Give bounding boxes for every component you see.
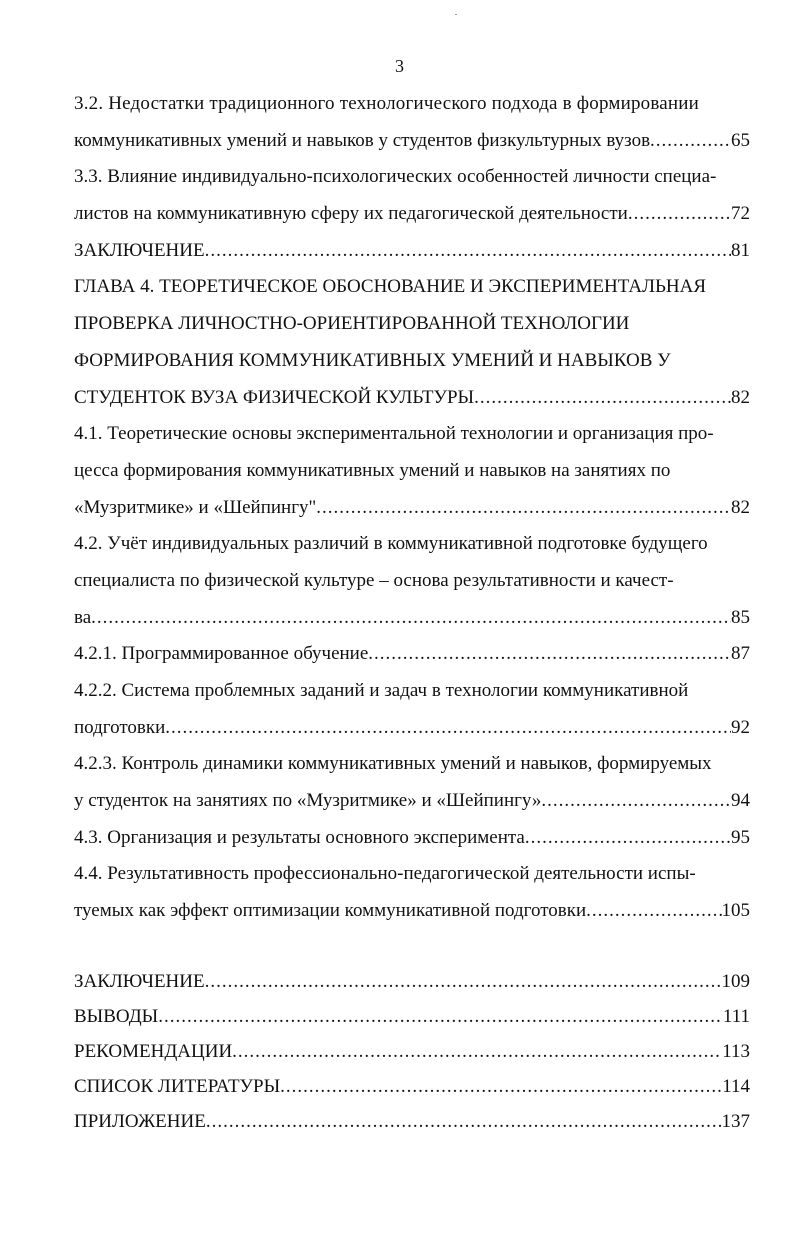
toc-page-number: 92 [731,716,750,738]
toc-line [74,600,750,637]
toc-line [74,380,750,417]
toc-line-text: 4.2.2. Система проблемных заданий и задач в технологии коммуникативной [74,680,689,701]
toc-line-text: ГЛАВА 4. ТЕОРЕТИЧЕСКОЕ ОБОСНОВАНИЕ И ЭКСПЕРИМЕНТАЛЬНАЯ [74,276,707,298]
toc-page-number: 114 [722,1076,750,1097]
toc-page-number: 82 [731,496,750,518]
toc-line [74,416,750,453]
toc-line-text: коммуникативных умений и навыков у студентов физкультурных вузов [74,129,651,151]
dot-leader [541,783,731,820]
toc-line [74,86,750,123]
toc-line-text: ВЫВОДЫ [74,1006,159,1027]
toc-line [74,893,750,930]
dot-leader [525,820,731,857]
toc-line [74,269,750,306]
toc-page-number: 65 [731,129,750,151]
page-number: 3 [395,56,404,76]
toc-line-text: 3.2. Недостатки традиционного технологического подхода в формировании [74,93,700,114]
toc-page-number: 85 [731,606,750,628]
toc-line [74,999,750,1034]
toc-line-text: цесса формирования коммуникативных умений и навыков на занятиях по [74,459,671,481]
toc-line-text: 4.4. Результативность профессионально-педагогической деятельности испы- [74,863,696,885]
toc-line [74,306,750,343]
table-of-contents-final-sections [74,964,750,1139]
toc-line-text: 4.1. Теоретические основы экспериментальной технологии и организация про- [74,423,714,445]
toc-line [74,1034,750,1069]
dot-leader [206,1104,722,1139]
dot-leader [232,1034,722,1069]
toc-line [74,490,750,527]
toc-line-text: ЗАКЛЮЧЕНИЕ [74,971,205,992]
toc-page-number: 109 [721,971,750,992]
toc-line-text: ПРИЛОЖЕНИЕ [74,1111,206,1132]
toc-page-number: 137 [721,1111,750,1132]
toc-line [74,710,750,747]
toc-line [74,964,750,999]
toc-line [74,673,750,710]
toc-line [74,1069,750,1104]
toc-line [74,123,750,160]
toc-line-text: ва [74,606,92,628]
toc-page-number: 81 [731,239,750,261]
toc-line-text: РЕКОМЕНДАЦИИ [74,1041,233,1062]
toc-page-number: 105 [721,900,750,922]
toc-line-text: 3.3. Влияние индивидуально-психологических особенностей личности специа- [74,166,717,188]
toc-page-number: 111 [722,1006,750,1027]
toc-line [74,526,750,563]
toc-line-text: туемых как эффект оптимизации коммуникативной подготовки [74,900,587,922]
toc-line [74,1104,750,1139]
table-of-contents [74,86,750,930]
toc-line-text: СТУДЕНТОК ВУЗА ФИЗИЧЕСКОЙ КУЛЬТУРЫ [74,386,475,408]
toc-line-text: 4.2.3. Контроль динамики коммуникативных умений и навыков, формируемых [74,753,712,775]
toc-line [74,563,750,600]
toc-page-number: 87 [731,643,750,665]
dot-leader [368,636,731,673]
dot-leader [628,196,731,233]
toc-line-text: у студенток на занятиях по «Музритмике» и «Шейпингу» [74,790,542,812]
dot-leader [280,1069,722,1104]
toc-line-text: ПРОВЕРКА ЛИЧНОСТНО-ОРИЕНТИРОВАННОЙ ТЕХНОЛОГИИ [74,313,630,335]
toc-page-number: 72 [731,203,750,225]
toc-line-text: ЗАКЛЮЧЕНИЕ [74,239,205,261]
toc-line-text: СПИСОК ЛИТЕРАТУРЫ [74,1076,281,1097]
dot-leader [474,380,731,417]
toc-page-number: 95 [731,826,750,848]
toc-line-text: 4.2.1. Программированное обучение [74,643,369,665]
dot-leader [650,123,731,160]
toc-line [74,453,750,490]
toc-line [74,820,750,857]
dot-leader [205,964,722,999]
toc-line-text: «Музритмике» и «Шейпингу" [74,496,317,518]
dot-leader [165,710,731,747]
toc-page-number: 94 [731,790,750,812]
toc-page-number: 82 [731,386,750,408]
toc-line-text: подготовки [74,716,166,738]
toc-line [74,636,750,673]
toc-line-text: 4.2. Учёт индивидуальных различий в коммуникативной подготовке будущего [74,533,708,555]
dot-leader [158,999,723,1034]
toc-line-text: листов на коммуникативную сферу их педагогической деятельности [74,203,628,225]
toc-line-text: специалиста по физической культуре – основа результативности и качест- [74,569,674,591]
toc-line-text: 4.3. Организация и результаты основного эксперимента [74,826,525,848]
dot-leader [586,893,721,930]
dot-leader [91,600,731,637]
toc-line [74,746,750,783]
toc-line [74,159,750,196]
toc-page-number: 113 [722,1041,750,1062]
toc-line [74,196,750,233]
scan-speck [455,14,457,15]
toc-line [74,233,750,270]
dot-leader [205,233,731,270]
toc-line [74,856,750,893]
toc-line [74,343,750,380]
toc-line-text: ФОРМИРОВАНИЯ КОММУНИКАТИВНЫХ УМЕНИЙ И НАВЫКОВ У [74,349,671,371]
dot-leader [316,490,731,527]
toc-line [74,783,750,820]
